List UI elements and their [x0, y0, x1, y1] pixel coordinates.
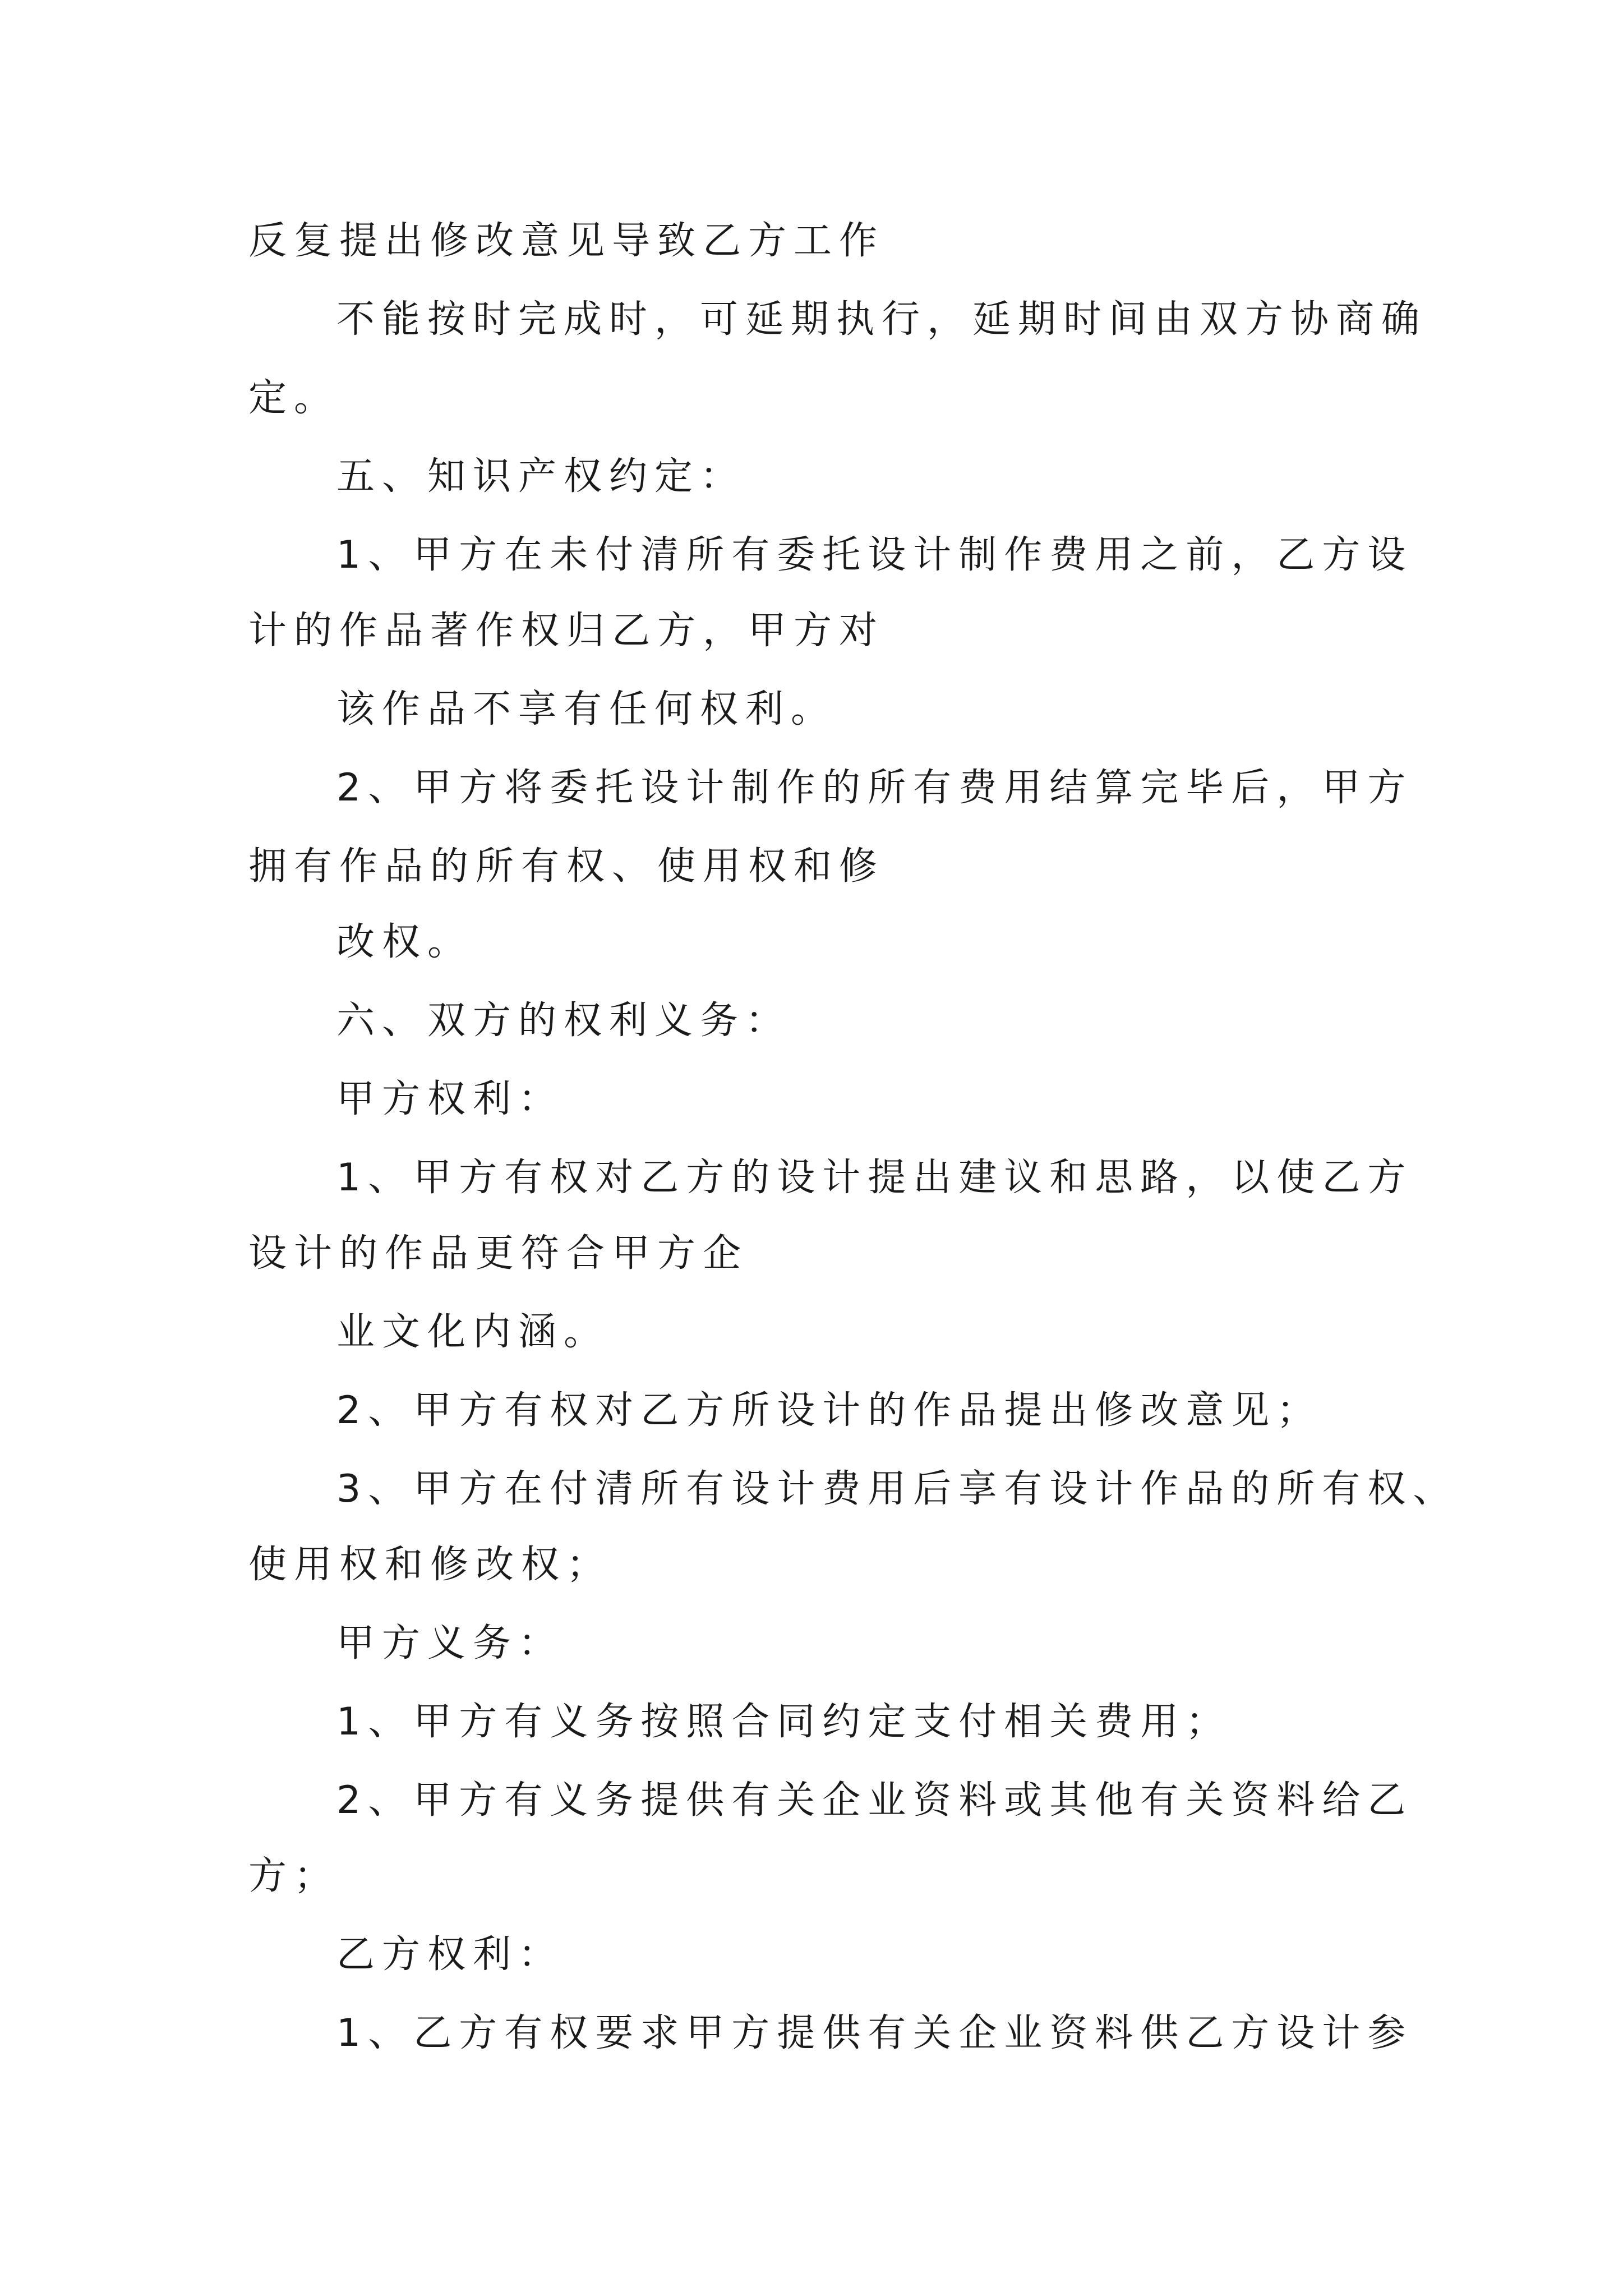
text-line-5: 1、甲方在未付清所有委托设计制作费用之前，乙方设 [336, 533, 1413, 577]
text-line-18: 使用权和修改权； [248, 1543, 612, 1587]
text-line-13: 1、甲方有权对乙方的设计提出建议和思路，以使乙方 [336, 1156, 1413, 1200]
text-line-15: 业文化内涵。 [336, 1310, 610, 1354]
text-line-17: 3、甲方在付清所有设计费用后享有设计作品的所有权、 [336, 1467, 1459, 1511]
text-line-10: 改权。 [336, 920, 473, 964]
section-heading-rights: 六、双方的权利义务： [336, 999, 791, 1043]
text-line-14: 设计的作品更符合甲方企 [248, 1231, 749, 1276]
text-line-22: 方； [248, 1854, 340, 1898]
text-line-1: 反复提出修改意见导致乙方工作 [248, 219, 885, 263]
subheading-party-a-duties: 甲方义务： [336, 1621, 564, 1665]
text-line-8: 2、甲方将委托设计制作的所有费用结算完毕后，甲方 [336, 766, 1413, 810]
text-line-24: 1、乙方有权要求甲方提供有关企业资料供乙方设计参 [336, 2011, 1413, 2055]
text-line-16: 2、甲方有权对乙方所设计的作品提出修改意见； [336, 1388, 1322, 1433]
subheading-party-b-rights: 乙方权利： [336, 1932, 564, 1977]
text-line-20: 1、甲方有义务按照合同约定支付相关费用； [336, 1700, 1232, 1744]
text-line-2: 不能按时完成时，可延期执行，延期时间由双方协商确 [336, 297, 1427, 342]
section-heading-ip: 五、知识产权约定： [336, 454, 746, 499]
text-line-9: 拥有作品的所有权、使用权和修 [248, 844, 885, 889]
text-line-7: 该作品不享有任何权利。 [336, 687, 837, 731]
text-line-3: 定。 [248, 376, 340, 420]
text-line-6: 计的作品著作权归乙方，甲方对 [248, 609, 885, 653]
subheading-party-a-rights: 甲方权利： [336, 1077, 564, 1121]
text-line-21: 2、甲方有义务提供有关企业资料或其他有关资料给乙 [336, 1778, 1413, 1823]
